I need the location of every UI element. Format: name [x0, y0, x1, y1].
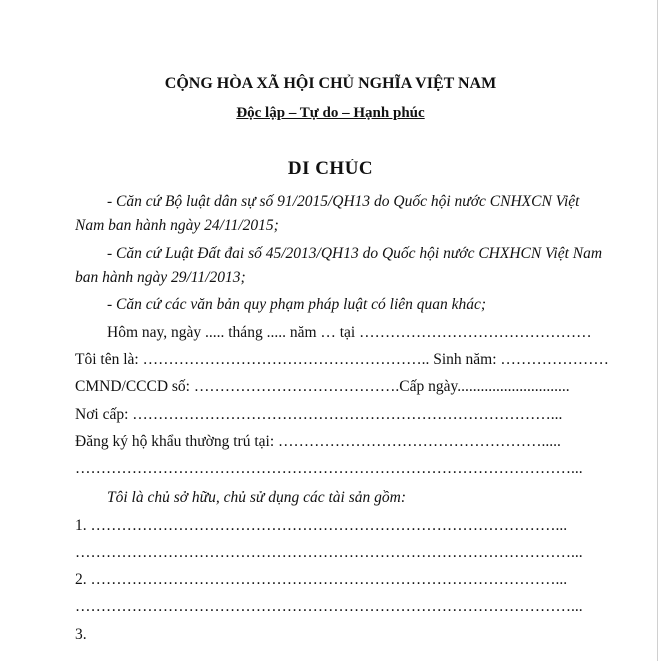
asset-1-line-1: 1. ………………………………………………………………………………... — [75, 517, 568, 534]
legal-basis-2-line-1: - Căn cứ Luật Đất đai số 45/2013/QH13 do Quốc hội nước CHXHCN Việt Nam — [107, 245, 603, 262]
asset-1-line-2: ……………………………………………………………………………………... — [75, 544, 583, 561]
residence-field: Đăng ký hộ khẩu thường trú tại: ……………………………………………..... — [75, 433, 561, 450]
document-title: DI CHÚC — [287, 159, 374, 179]
legal-basis-2-line-2: ban hành ngày 29/11/2013; — [75, 269, 246, 286]
name-field: Tôi tên là: ……………………………………………….. Sinh năm: ………………… — [75, 351, 609, 368]
id-field: CMND/CCCD số: ………………………………….Cấp ngày............................. — [75, 378, 570, 395]
asset-2-line-1: 2. ………………………………………………………………………………... — [75, 571, 568, 588]
residence-continuation: ……………………………………………………………………………………... — [75, 460, 583, 477]
asset-2-line-2: ……………………………………………………………………………………... — [75, 598, 583, 615]
page-edge — [657, 0, 658, 661]
legal-basis-1-line-1: - Căn cứ Bộ luật dân sự số 91/2015/QH13 do Quốc hội nước CNHXCN Việt — [107, 193, 580, 210]
issued-place-field: Nơi cấp: ………………………………………………………………………... — [75, 406, 563, 423]
motto-heading: Độc lập – Tự do – Hạnh phúc — [236, 105, 425, 121]
legal-basis-3: - Căn cứ các văn bản quy phạm pháp luật có liên quan khác; — [107, 296, 487, 313]
nation-heading: CỘNG HÒA XÃ HỘI CHỦ NGHĨA VIỆT NAM — [164, 75, 497, 92]
date-line: Hôm nay, ngày ..... tháng ..... năm … tại ……………………………………… — [107, 324, 592, 341]
asset-3-line-1: 3. — [75, 626, 87, 643]
assets-intro: Tôi là chủ sở hữu, chủ sử dụng các tài sản gồm: — [107, 489, 406, 506]
legal-basis-1-line-2: Nam ban hành ngày 24/11/2015; — [75, 217, 279, 234]
